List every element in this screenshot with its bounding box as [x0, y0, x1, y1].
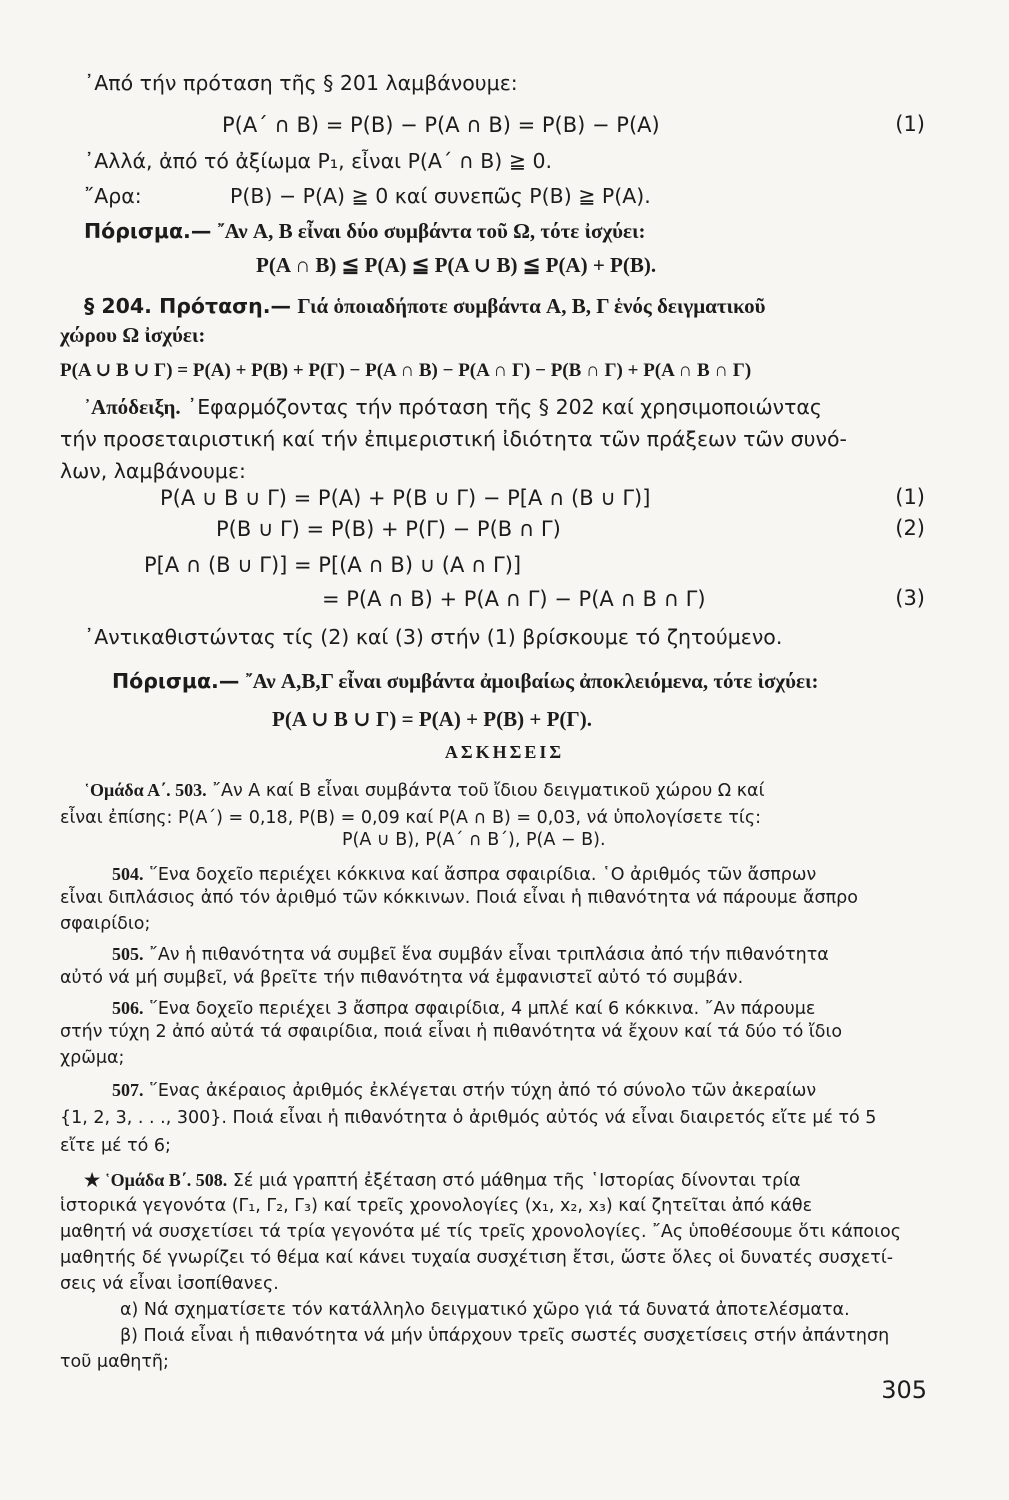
proof-text: ᾽Εφαρμόζοντας τήν πρόταση τῆς § 202 καί χρησιμοποιώντας — [186, 395, 822, 419]
section-statement-line2: χώρου Ω ἰσχύει: — [60, 323, 206, 347]
exercise-506 — [112, 996, 815, 1021]
exercise-text: στήν τύχη 2 ἀπό αὐτά τά σφαιρίδια, ποιά εἶναι ἡ πιθανότητα νά ἔχουν καί τά δύο τό ἴδιο — [60, 1022, 843, 1042]
main-theorem-equation: P(A ∪ B ∪ Γ) = P(A) + P(B) + P(Γ) − P(A ∩ B) − P(A ∩ Γ) − P(B ∩ Γ) + P(A ∩ B ∩ Γ) — [60, 360, 752, 381]
conclusion: ᾽Αντικαθιστώντας τίς (2) καί (3) στήν (1) βρίσκουμε τό ζητούμενο. — [84, 625, 783, 649]
proof-equation-3a: P[A ∩ (B ∪ Γ)] = P[(A ∩ B) ∪ (A ∩ Γ)] — [144, 553, 522, 577]
corollary-label: Πόρισμα.— — [112, 669, 240, 693]
exercise-text: μαθητή νά συσχετίσει τά τρία γεγονότα μέ τίς τρεῖς χρονολογίες. ῎Ας ὑποθέσουμε ὅτι κάποιος — [60, 1222, 901, 1242]
corollary-equation: P(A ∪ B ∪ Γ) = P(A) + P(B) + P(Γ). — [272, 707, 593, 731]
corollary-label: Πόρισμα.— — [84, 219, 212, 243]
text-line: P(B) − P(A) ≧ 0 καί συνεπῶς P(B) ≧ P(A). — [230, 184, 651, 208]
exercise-text: σφαιρίδιο; — [60, 914, 151, 934]
exercise-text: αὐτό νά μή συμβεῖ, νά βρεῖτε τήν πιθανότητα νά ἐμφανιστεῖ αὐτό τό συμβάν. — [60, 968, 744, 988]
exercise-text: τοῦ μαθητῆ; — [60, 1352, 169, 1372]
exercise-508 — [84, 1168, 801, 1193]
proof-equation-1: P(A ∪ B ∪ Γ) = P(A) + P(B ∪ Γ) − P[A ∩ (B ∪ Γ)] — [160, 486, 651, 510]
exercise-number: 506. — [112, 998, 144, 1018]
exercise-text: P(A ∪ B), P(A΄ ∩ B΄), P(A − B). — [342, 830, 606, 850]
exercise-text: εἶναι διπλάσιος ἀπό τόν ἀριθμό τῶν κόκκινων. Ποιά εἶναι ἡ πιθανότητα νά πάρουμε ἄσπρο — [60, 888, 858, 908]
intro-line: ᾽Από τήν πρόταση τῆς § 201 λαμβάνουμε: — [84, 71, 518, 95]
text-line: ᾽Αλλά, ἀπό τό ἀξίωμα P₁, εἶναι P(A΄ ∩ B) ≧ 0. — [84, 149, 553, 173]
exercise-text: ῞Ενας ἀκέραιος ἀριθμός ἐκλέγεται στήν τύχη ἀπό τό σύνολο τῶν ἀκεραίων — [149, 1081, 817, 1101]
equation-number: (2) — [895, 516, 925, 540]
exercise-text: εἶναι ἐπίσης: P(A΄) = 0,18, P(B) = 0,09 καί P(A ∩ B) = 0,03, νά ὑπολογίσετε τίς: — [60, 808, 761, 828]
group-b-label: ★ ῾Ομάδα Β΄. 508. — [84, 1170, 228, 1190]
exercises-heading: ΑΣΚΗΣΕΙΣ — [444, 742, 565, 762]
proof-equation-2: P(B ∪ Γ) = P(B) + P(Γ) − P(B ∩ Γ) — [216, 517, 561, 541]
proof-label: ᾽Απόδειξη. — [84, 395, 181, 419]
section-label: § 204. Πρόταση.— — [84, 294, 292, 318]
text-line: λων, λαμβάνουμε: — [60, 459, 246, 483]
exercise-text: χρῶμα; — [60, 1048, 125, 1068]
proof-line — [84, 394, 822, 420]
exercise-505 — [112, 942, 829, 967]
exercise-number: 507. — [112, 1080, 144, 1100]
exercise-text: α) Νά σχηματίσετε τόν κατάλληλο δειγματικό χῶρο γιά τά δυνατά ἀποτελέσματα. — [120, 1300, 850, 1320]
exercise-text: εἴτε μέ τό 6; — [60, 1136, 171, 1156]
proof-equation-3b: = P(A ∩ B) + P(A ∩ Γ) − P(A ∩ B ∩ Γ) — [322, 587, 706, 611]
corollary — [112, 668, 818, 694]
exercise-text: {1, 2, 3, . . ., 300}. Ποιά εἶναι ἡ πιθανότητα ὁ ἀριθμός αὐτός νά εἶναι διαιρετός εἴτε μέ τό 5 — [60, 1108, 877, 1128]
exercise-text: σεις νά εἶναι ἰσοπίθανες. — [60, 1274, 279, 1294]
equation-1: P(A΄ ∩ B) = P(B) − P(A ∩ B) = P(B) − P(A) — [222, 113, 660, 137]
corollary-text: ῎Αν A, B εἶναι δύο συμβάντα τοῦ Ω, τότε ἰσχύει: — [217, 219, 646, 243]
exercise-text: ῎Αν A καί B εἶναι συμβάντα τοῦ ἴδιου δειγματικοῦ χώρου Ω καί — [212, 781, 765, 801]
section-title — [84, 293, 766, 319]
text-line: ῎Αρα: — [84, 184, 142, 208]
group-a-label: ῾Ομάδα Α΄. 503. — [84, 780, 207, 800]
exercise-text: ῞Ενα δοχεῖο περιέχει κόκκινα καί ἄσπρα σφαιρίδια. ῾Ο ἀριθμός τῶν ἄσπρων — [149, 865, 817, 885]
section-statement: Γιά ὁποιαδήποτε συμβάντα A, B, Γ ἑνός δειγματικοῦ — [297, 294, 766, 318]
corollary-text: ῎Αν A,B,Γ εἶναι συμβάντα ἀμοιβαίως ἀποκλειόμενα, τότε ἰσχύει: — [245, 669, 819, 693]
exercise-503 — [84, 778, 765, 803]
exercise-text: β) Ποιά εἶναι ἡ πιθανότητα νά μήν ὑπάρχουν τρεῖς σωστές συσχετίσεις στήν ἀπάντηση — [120, 1326, 890, 1346]
exercise-text: Σέ μιά γραπτή ἐξέταση στό μάθημα τῆς ῾Ιστορίας δίνονται τρία — [232, 1171, 801, 1191]
exercise-text: ἱστορικά γεγονότα (Γ₁, Γ₂, Γ₃) καί τρεῖς χρονολογίες (x₁, x₂, x₃) καί ζητεῖται ἀπό κάθε — [60, 1196, 813, 1216]
text-line: τήν προσεταιριστική καί τήν ἐπιμεριστική ἰδιότητα τῶν πράξεων τῶν συνό- — [60, 427, 847, 451]
corollary — [84, 218, 646, 244]
exercise-number: 505. — [112, 944, 144, 964]
corollary-equation: P(A ∩ B) ≦ P(A) ≦ P(A ∪ B) ≦ P(A) + P(B). — [256, 253, 657, 277]
page-number: 305 — [881, 1376, 927, 1404]
exercise-504 — [112, 862, 816, 887]
exercise-text: ῎Αν ἡ πιθανότητα νά συμβεῖ ἕνα συμβάν εἶναι τριπλάσια ἀπό τήν πιθανότητα — [149, 945, 829, 965]
equation-number: (1) — [895, 112, 925, 136]
exercise-text: ῞Ενα δοχεῖο περιέχει 3 ἄσπρα σφαιρίδια, 4 μπλέ καί 6 κόκκινα. ῎Αν πάρουμε — [149, 999, 816, 1019]
equation-number: (3) — [895, 586, 925, 610]
exercise-text: μαθητής δέ γνωρίζει τό θέμα καί κάνει τυχαία συσχέτιση ἔτσι, ὥστε ὅλες οἱ δυνατές συσχετί- — [60, 1248, 894, 1268]
exercise-number: 504. — [112, 864, 144, 884]
exercise-507 — [112, 1078, 816, 1103]
equation-number: (1) — [895, 485, 925, 509]
